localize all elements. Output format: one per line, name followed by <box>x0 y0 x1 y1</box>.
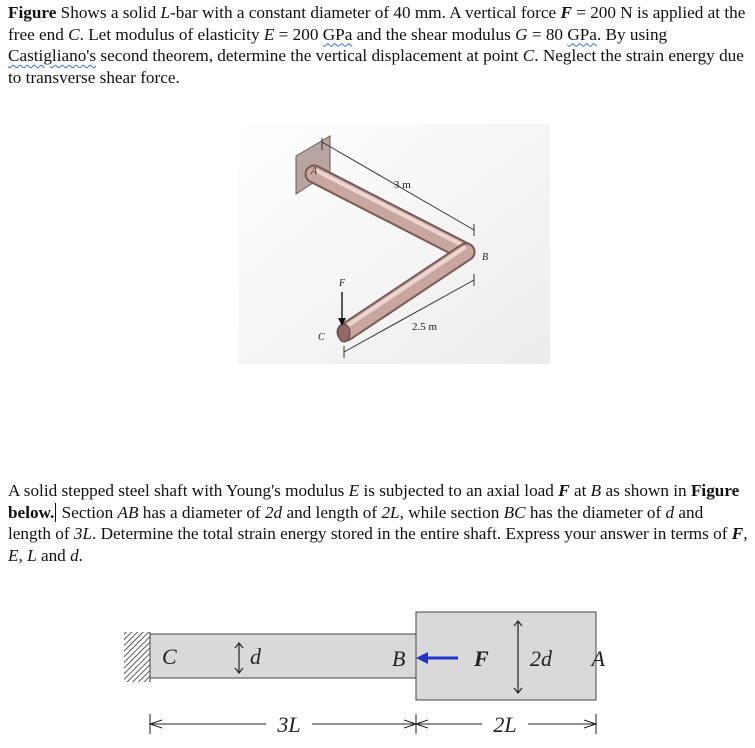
text-run: . Let modulus of elasticity <box>79 24 264 44</box>
unit-gpa: GPa <box>567 24 597 44</box>
text-run: -bar with a constant diameter of 40 mm. A vertical force <box>170 3 561 22</box>
text-run: = 200 N is applied at the free end <box>8 3 746 44</box>
text-run: at <box>569 481 591 500</box>
label-2d: 2d <box>530 646 552 671</box>
fixed-support-wall <box>124 632 150 682</box>
label-d: d <box>250 644 261 669</box>
figure-label: Figure <box>8 3 57 22</box>
point-c-label: C <box>318 332 325 343</box>
shaft-segment-bc <box>150 634 416 678</box>
text-run: second theorem, determine the vertical displacement at point <box>96 46 523 65</box>
symbol-d: d <box>665 502 675 522</box>
stepped-shaft-figure <box>118 600 608 748</box>
text-run: and length of <box>282 502 382 522</box>
text-run: is subjected to an axial load <box>359 481 559 500</box>
symbol-F: F <box>558 481 570 500</box>
symbol-E: E <box>8 545 19 565</box>
dim-2l-label: 2L <box>493 712 517 737</box>
symbol-E: E <box>263 24 275 44</box>
symbol-d: d <box>70 545 79 565</box>
text-run: , while section <box>399 502 504 522</box>
shaft-segment-ab <box>416 612 596 700</box>
symbol-L: L <box>27 545 37 565</box>
problem-2-text <box>8 480 750 566</box>
symbol-E: E <box>348 481 360 500</box>
symbol-B: B <box>590 481 602 500</box>
point-b-label: B <box>482 252 489 263</box>
dim-ab-label: 3 m <box>394 179 411 191</box>
text-run: has a diameter of <box>138 502 265 522</box>
symbol-3L: 3L <box>73 524 93 543</box>
text-run: and the shear modulus <box>352 24 516 44</box>
symbol-F: F <box>560 3 572 22</box>
text-run: as shown in <box>601 481 691 500</box>
label-a: A <box>591 646 605 671</box>
end-cap-c <box>338 324 350 342</box>
symbol-F: F <box>731 524 744 543</box>
symbol-C: C <box>522 46 535 65</box>
figure-below-ref: Figure below. <box>8 481 740 522</box>
text-run: = 80 <box>527 24 568 44</box>
dim-3l-label: 3L <box>277 712 301 737</box>
text-run: , <box>743 524 748 543</box>
castigliano-word: Castigliano's <box>8 46 97 65</box>
point-a-label: A <box>311 166 318 177</box>
text-run: , <box>18 545 28 565</box>
label-f: F <box>474 646 489 671</box>
text-run: . Neglect the strain energy due to transverse shear force. <box>8 46 744 87</box>
text-run: Section <box>57 502 118 522</box>
symbol-2d: 2d <box>264 502 283 522</box>
problem-1-text <box>8 2 750 88</box>
symbol-L: L <box>160 3 171 22</box>
text-run: = 200 <box>274 24 323 44</box>
figure-background <box>238 124 550 364</box>
symbol-2L: 2L <box>381 502 400 522</box>
force-label: F <box>339 278 346 289</box>
text-run: and <box>36 545 71 565</box>
text-run: . Determine the total strain energy stored in the entire shaft. Express your answer in terms of <box>92 524 732 543</box>
symbol-AB: AB <box>117 502 139 522</box>
l-bar-figure <box>238 124 550 364</box>
symbol-BC: BC <box>503 502 526 522</box>
symbol-G: G <box>515 24 528 44</box>
text-run: . By using <box>596 24 668 44</box>
unit-gpa: GPa <box>322 24 353 44</box>
label-c: C <box>162 644 177 669</box>
label-b: B <box>392 646 406 671</box>
text-run: . <box>78 545 83 565</box>
text-run: has the diameter of <box>525 502 666 522</box>
text-run: A solid stepped steel shaft with Young's modulus <box>8 481 349 500</box>
dim-bc-label: 2.5 m <box>412 321 438 333</box>
text-run: and length of <box>8 502 704 543</box>
text-run: Shows a solid <box>56 3 161 22</box>
symbol-C: C <box>68 24 80 44</box>
